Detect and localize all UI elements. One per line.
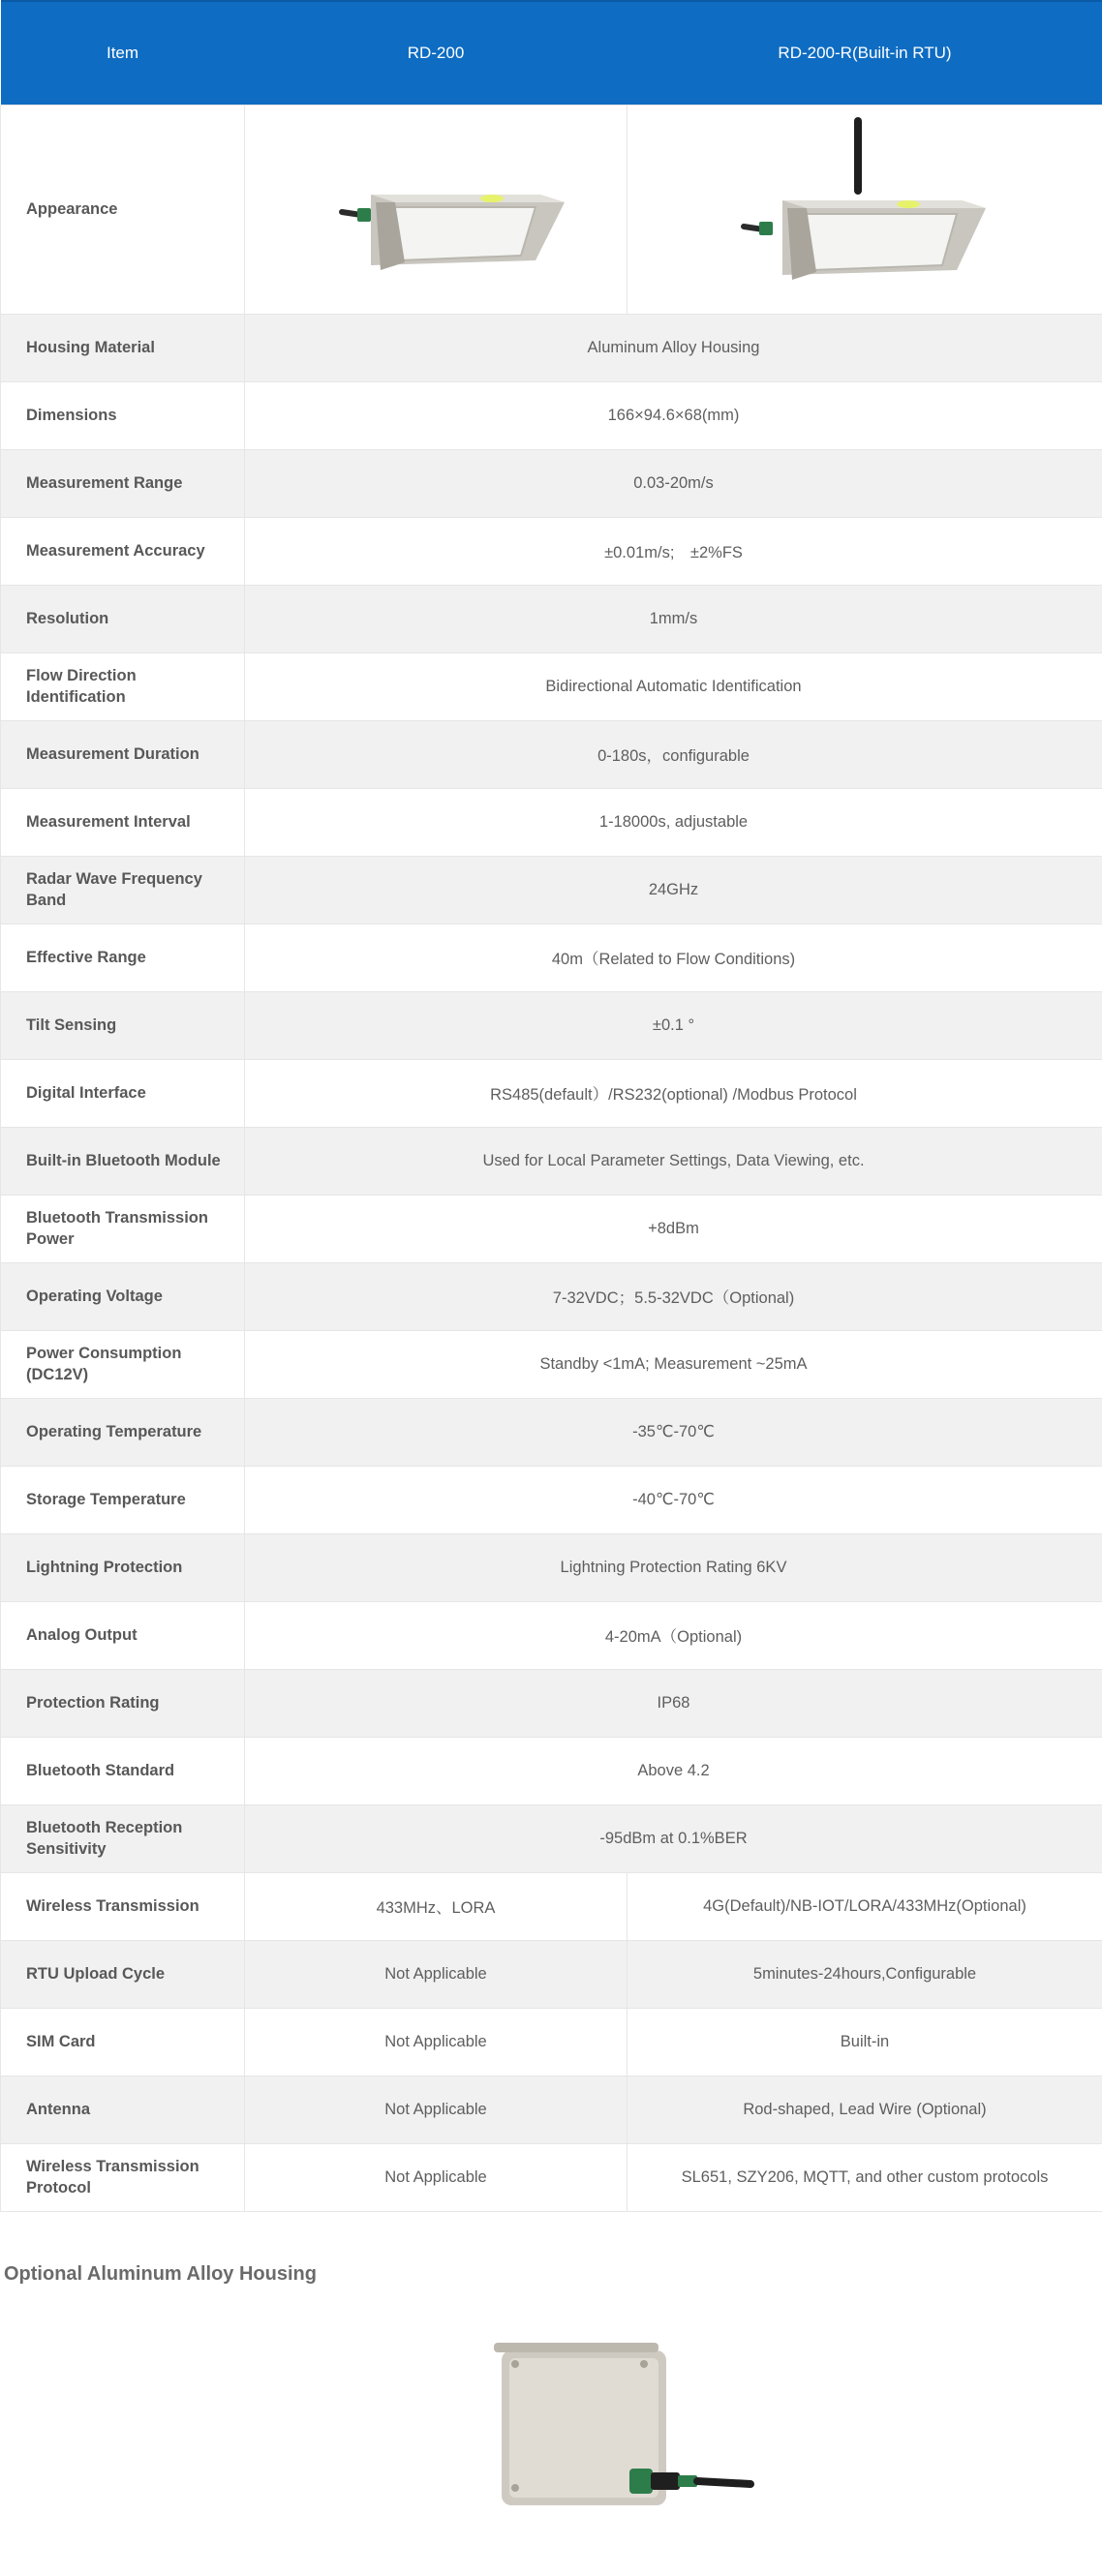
table-row [1, 1669, 1102, 1737]
row-value: -40℃-70℃ [245, 1466, 1102, 1533]
table-row [1, 856, 1102, 924]
row-label: RTU Upload Cycle [1, 1940, 245, 2008]
header-model-rd200r: RD-200-R(Built-in RTU) [628, 1, 1102, 105]
rd200-image [245, 105, 628, 314]
row-label: Resolution [1, 585, 245, 652]
row-value-rd200r: SL651, SZY206, MQTT, and other custom protocols [628, 2143, 1102, 2211]
table-row [1, 585, 1102, 652]
row-label: Analog Output [1, 1601, 245, 1669]
table-row [1, 1466, 1102, 1533]
row-label: Measurement Duration [1, 720, 245, 788]
table-row [1, 1601, 1102, 1669]
row-value: 1mm/s [245, 585, 1102, 652]
row-label: Wireless Transmission Protocol [1, 2143, 245, 2211]
table-row [1, 1195, 1102, 1262]
table-row [1, 1262, 1102, 1330]
row-value: Lightning Protection Rating 6KV [245, 1533, 1102, 1601]
row-label: Wireless Transmission [1, 1872, 245, 1940]
row-label: Flow Direction Identification [1, 652, 245, 720]
table-row [1, 517, 1102, 585]
row-value-rd200r: 4G(Default)/NB-IOT/LORA/433MHz(Optional) [628, 1872, 1102, 1940]
table-row [1, 2008, 1102, 2076]
row-value-rd200: Not Applicable [245, 2143, 628, 2211]
table-row [1, 1737, 1102, 1804]
row-label: SIM Card [1, 2008, 245, 2076]
table-row [1, 720, 1102, 788]
table-row [1, 1940, 1102, 2008]
table-row [1, 2143, 1102, 2211]
row-value-rd200: 433MHz、LORA [245, 1872, 628, 1940]
row-value: 0-180s，configurable [245, 720, 1102, 788]
row-label: Measurement Interval [1, 788, 245, 856]
row-value: RS485(default）/RS232(optional) /Modbus Protocol [245, 1059, 1102, 1127]
header-model-rd200: RD-200 [245, 1, 628, 105]
row-label: Bluetooth Standard [1, 1737, 245, 1804]
appearance-row [1, 105, 1102, 314]
row-value-rd200r: Rod-shaped, Lead Wire (Optional) [628, 2076, 1102, 2143]
row-value: Used for Local Parameter Settings, Data Viewing, etc. [245, 1127, 1102, 1195]
row-value: 40m（Related to Flow Conditions) [245, 924, 1102, 991]
row-value: ±0.01m/s; ±2%FS [245, 517, 1102, 585]
row-label: Measurement Accuracy [1, 517, 245, 585]
row-value-rd200r: Built-in [628, 2008, 1102, 2076]
row-value: +8dBm [245, 1195, 1102, 1262]
row-label: Measurement Range [1, 449, 245, 517]
row-label: Antenna [1, 2076, 245, 2143]
table-header-row [1, 1, 1102, 105]
header-item: Item [1, 1, 245, 105]
table-row [1, 1533, 1102, 1601]
row-label: Effective Range [1, 924, 245, 991]
row-label: Radar Wave Frequency Band [1, 856, 245, 924]
table-row [1, 652, 1102, 720]
optional-housing-title: Optional Aluminum Alloy Housing [4, 2263, 317, 2285]
row-value: 0.03-20m/s [245, 449, 1102, 517]
row-value: Bidirectional Automatic Identification [245, 652, 1102, 720]
row-value-rd200: Not Applicable [245, 1940, 628, 2008]
table-row [1, 1330, 1102, 1398]
rd200r-image [628, 105, 1102, 314]
row-value: Standby <1mA; Measurement ~25mA [245, 1330, 1102, 1398]
row-label: Housing Material [1, 314, 245, 381]
row-value: Above 4.2 [245, 1737, 1102, 1804]
table-row [1, 314, 1102, 381]
table-row [1, 1872, 1102, 1940]
table-row [1, 788, 1102, 856]
table-row [1, 1398, 1102, 1466]
row-label: Power Consumption (DC12V) [1, 1330, 245, 1398]
row-value-rd200: Not Applicable [245, 2008, 628, 2076]
table-row [1, 2076, 1102, 2143]
table-row [1, 449, 1102, 517]
radar-sensor-rtu-image [628, 106, 1102, 309]
row-label: Bluetooth Reception Sensitivity [1, 1804, 245, 1872]
row-label: Digital Interface [1, 1059, 245, 1127]
row-value: 1-18000s, adjustable [245, 788, 1102, 856]
row-label: Bluetooth Transmission Power [1, 1195, 245, 1262]
table-row [1, 924, 1102, 991]
radar-sensor-image [245, 106, 628, 309]
table-row [1, 1127, 1102, 1195]
row-label: Protection Rating [1, 1669, 245, 1737]
row-value: -35℃-70℃ [245, 1398, 1102, 1466]
row-value-rd200: Not Applicable [245, 2076, 628, 2143]
row-label: Operating Voltage [1, 1262, 245, 1330]
row-value-rd200r: 5minutes-24hours,Configurable [628, 1940, 1102, 2008]
appearance-label: Appearance [1, 105, 245, 314]
row-value: -95dBm at 0.1%BER [245, 1804, 1102, 1872]
row-value: 24GHz [245, 856, 1102, 924]
row-label: Dimensions [1, 381, 245, 449]
table-row [1, 991, 1102, 1059]
row-label: Lightning Protection [1, 1533, 245, 1601]
table-row [1, 381, 1102, 449]
row-value: 166×94.6×68(mm) [245, 381, 1102, 449]
aluminum-housing-image [484, 2333, 775, 2517]
row-value: IP68 [245, 1669, 1102, 1737]
row-value: Aluminum Alloy Housing [245, 314, 1102, 381]
row-value: 7-32VDC；5.5-32VDC（Optional) [245, 1262, 1102, 1330]
row-label: Built-in Bluetooth Module [1, 1127, 245, 1195]
row-label: Operating Temperature [1, 1398, 245, 1466]
table-row [1, 1804, 1102, 1872]
table-row [1, 1059, 1102, 1127]
row-value: ±0.1 ° [245, 991, 1102, 1059]
row-value: 4-20mA（Optional) [245, 1601, 1102, 1669]
row-label: Tilt Sensing [1, 991, 245, 1059]
row-label: Storage Temperature [1, 1466, 245, 1533]
